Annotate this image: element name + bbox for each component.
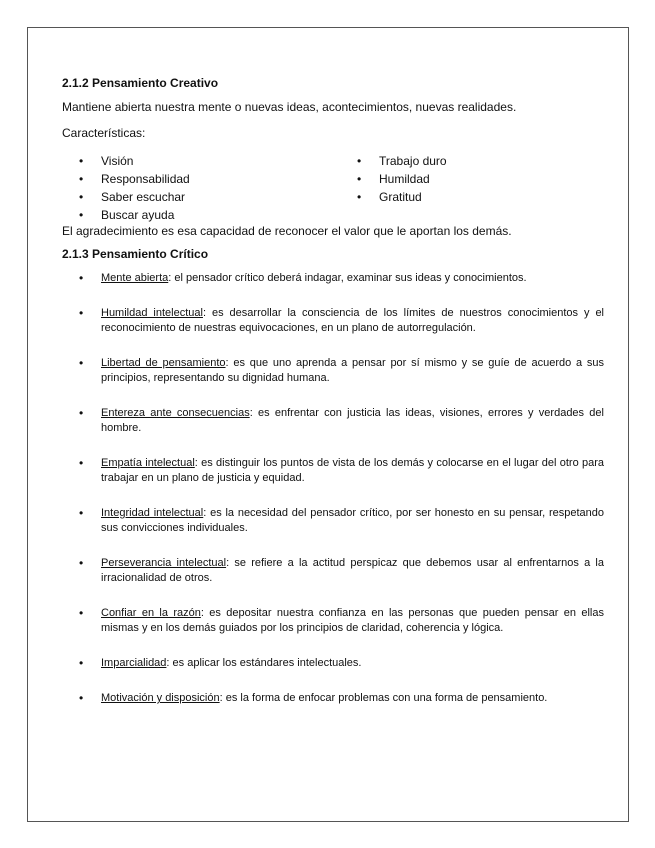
trait-item	[62, 656, 614, 671]
trait-item	[62, 406, 614, 436]
characteristics-left-column	[62, 152, 340, 224]
characteristic-item: • Trabajo duro	[357, 152, 590, 170]
creative-intro: Mantiene abierta nuestra mente o nuevas ideas, acontecimientos, nuevas realidades.	[62, 100, 517, 114]
trait-description: : es que uno aprenda a pensar por sí mismo y se guíe de acuerdo a sus principios, representando su dignidad humana.	[101, 357, 604, 384]
section-heading-creative: 2.1.2 Pensamiento Creativo	[62, 76, 219, 90]
trait-term: Humildad intelectual	[101, 307, 203, 319]
document-page	[27, 27, 629, 822]
trait-description: : es la forma de enfocar problemas con una forma de pensamiento.	[219, 692, 548, 704]
trait-item	[62, 606, 614, 636]
characteristic-item: • Responsabilidad	[79, 170, 340, 188]
trait-term: Libertad de pensamiento	[101, 357, 226, 369]
trait-term: Mente abierta	[101, 272, 169, 284]
trait-item	[62, 691, 614, 706]
section-heading-critical: 2.1.3 Pensamiento Crítico	[62, 247, 209, 261]
creative-closing: El agradecimiento es esa capacidad de reconocer el valor que le aportan los demás.	[62, 224, 512, 238]
trait-description: : se refiere a la actitud perspicaz que debemos usar al enfrentarnos a la irracionalidad de otros.	[101, 557, 604, 584]
trait-item	[62, 456, 614, 486]
characteristic-item: • Saber escuchar	[79, 188, 340, 206]
trait-description: : es aplicar los estándares intelectuales.	[166, 657, 362, 669]
characteristics-list	[62, 152, 614, 224]
trait-term: Motivación y disposición	[101, 692, 220, 704]
trait-term: Imparcialidad	[101, 657, 167, 669]
page-content	[62, 76, 614, 726]
trait-description: : es desarrollar la consciencia de los límites de nuestros conocimientos y el reconocimiento de nuestras equivocaciones, en un plano de autorregulación.	[101, 307, 604, 334]
characteristic-item: • Humildad	[357, 170, 590, 188]
trait-item	[62, 556, 614, 586]
trait-item	[62, 356, 614, 386]
trait-item	[62, 506, 614, 536]
characteristic-item: • Gratitud	[357, 188, 590, 206]
trait-term: Integridad intelectual	[101, 507, 204, 519]
trait-description: : es la necesidad del pensador crítico, por ser honesto en su pensar, respetando sus convicciones individuales.	[101, 507, 605, 534]
characteristics-right-column	[340, 152, 590, 224]
trait-description: : es distinguir los puntos de vista de los demás y colocarse en el lugar del otro para trabajar en un plano de justicia y equidad.	[101, 457, 604, 484]
trait-term: Confiar en la razón	[101, 607, 201, 619]
trait-description: : el pensador crítico deberá indagar, examinar sus ideas y conocimientos.	[168, 272, 527, 284]
trait-term: Perseverancia intelectual	[101, 557, 227, 569]
critical-traits-list	[62, 271, 614, 706]
trait-description: : es enfrentar con justicia las ideas, visiones, errores y verdades del hombre.	[101, 407, 604, 434]
characteristics-label: Características:	[62, 126, 146, 140]
trait-term: Entereza ante consecuencias	[101, 407, 250, 419]
trait-item	[62, 271, 614, 286]
characteristic-item: • Visión	[79, 152, 340, 170]
trait-item	[62, 306, 614, 336]
trait-description: : es depositar nuestra confianza en las personas que pueden pensar en ellas mismas y en los demás guiados por los principios de claridad, coherencia y lógica.	[101, 607, 604, 634]
characteristic-item: • Buscar ayuda	[79, 206, 340, 224]
trait-term: Empatía intelectual	[101, 457, 195, 469]
